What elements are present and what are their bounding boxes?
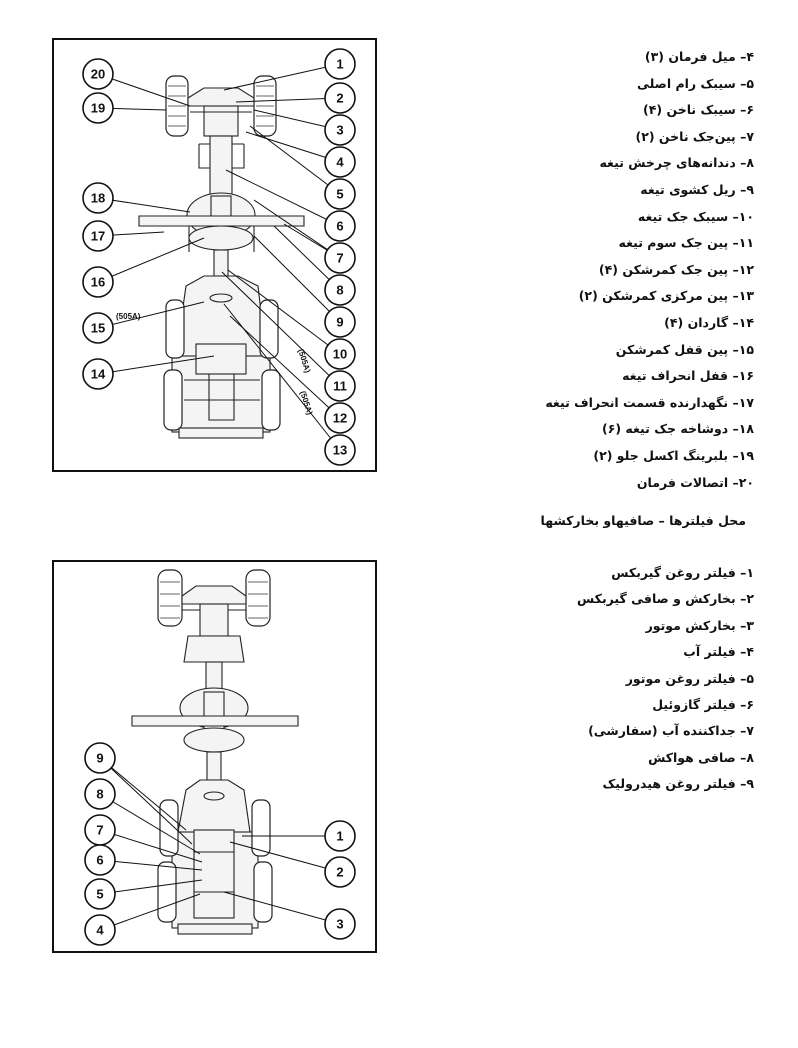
svg-text:3: 3 xyxy=(336,122,344,138)
legend-item: ۱۲– پین جک کمرشکن (۴) xyxy=(598,261,754,277)
callout-14 xyxy=(83,359,113,389)
svg-text:4: 4 xyxy=(96,922,104,938)
moldboard-blade xyxy=(132,716,298,726)
svg-text:7: 7 xyxy=(336,250,344,266)
legend-item: ۴– فیلتر آب xyxy=(683,644,754,660)
lubrication-diagram-frame xyxy=(52,38,377,472)
grader-top-view-diagram xyxy=(54,40,375,470)
callout-13 xyxy=(325,435,355,465)
legend-item: ۸– صافی هواکش xyxy=(648,749,754,765)
articulation-joint xyxy=(214,250,228,276)
legend-item: ۴– میل فرمان (۳) xyxy=(644,49,754,64)
svg-text:10: 10 xyxy=(332,346,348,362)
svg-text:2: 2 xyxy=(336,864,344,880)
callout-15 xyxy=(83,313,113,343)
svg-text:20: 20 xyxy=(90,66,106,82)
legend-item: ۳– بخارکش موتور xyxy=(645,617,754,633)
legend-item: ۱۰– سیبک جک تیغه xyxy=(637,208,754,224)
callout-3 xyxy=(325,115,355,145)
callout-5 xyxy=(85,879,115,909)
front-axle xyxy=(188,88,254,106)
callout-12 xyxy=(325,403,355,433)
section-heading: محل فیلترها – صافیهاو بخارکشها xyxy=(540,513,746,528)
callout-16 xyxy=(83,267,113,297)
callout-20 xyxy=(83,59,113,89)
callout-3 xyxy=(325,909,355,939)
front-frame-head xyxy=(204,106,238,136)
legend-item: ۱۸– دوشاخه جک تیغه (۶) xyxy=(602,421,754,437)
legend-item: ۶– سیبک ناخن (۴) xyxy=(643,102,754,118)
svg-text:6: 6 xyxy=(336,218,344,234)
legend-item: ۷– پین‌جک ناخن (۲) xyxy=(635,128,754,144)
svg-text:15: 15 xyxy=(90,320,106,336)
legend-item: ۱– فیلتر روغن گیربکس xyxy=(611,565,754,580)
lubrication-points-legend xyxy=(454,44,754,496)
rear-engine-body xyxy=(178,780,250,832)
legend-item: ۱۷– نگهدارنده قسمت انحراف تیغه xyxy=(545,394,754,410)
legend-item: ۹– ریل کشوی تیغه xyxy=(640,181,754,197)
callout-9 xyxy=(85,743,115,773)
legend-item: ۹– فیلتر روغن هیدرولیک xyxy=(602,776,754,792)
callout-2 xyxy=(325,83,355,113)
svg-text:9: 9 xyxy=(96,750,104,766)
svg-text:3: 3 xyxy=(336,916,344,932)
legend-item: ۸– دندانه‌های چرخش تیغه xyxy=(599,155,754,171)
marker-label-505a-diag-2: (505A) xyxy=(298,389,315,416)
legend-item: ۱۳– پین مرکزی کمرشکن (۲) xyxy=(578,288,754,304)
callout-5 xyxy=(325,179,355,209)
svg-text:12: 12 xyxy=(332,410,348,426)
callout-4 xyxy=(325,147,355,177)
svg-text:6: 6 xyxy=(96,852,104,868)
svg-text:16: 16 xyxy=(90,274,106,290)
articulation-joint xyxy=(207,752,221,780)
marker-label-505a: (505A) xyxy=(116,312,141,321)
legend-item: ۶– فیلتر گازوئیل xyxy=(652,696,754,712)
callout-1 xyxy=(325,49,355,79)
legend-item: ۱۱– پین جک سوم تیغه xyxy=(618,235,754,251)
svg-text:5: 5 xyxy=(96,886,104,902)
legend-item: ۱۹– بلبرینگ اکسل جلو (۲) xyxy=(593,447,754,463)
grader-filter-diagram xyxy=(54,562,375,951)
legend-item: ۱۴– گاردان (۴) xyxy=(664,314,754,330)
front-right-wheel xyxy=(254,76,276,136)
svg-text:7: 7 xyxy=(96,822,104,838)
svg-text:1: 1 xyxy=(336,828,344,844)
callout-17 xyxy=(83,221,113,251)
callout-1 xyxy=(325,821,355,851)
callout-8 xyxy=(85,779,115,809)
main-frame-beam xyxy=(210,136,232,196)
callout-6 xyxy=(85,845,115,875)
legend-item: ۱۵– پین قفل کمرشکن xyxy=(615,341,754,357)
callout-2 xyxy=(325,857,355,887)
legend-item: ۵– سیبک رام اصلی xyxy=(637,75,754,91)
legend-item: ۲– بخارکش و صافی گیربکس xyxy=(577,591,754,607)
svg-text:11: 11 xyxy=(333,378,347,394)
svg-text:5: 5 xyxy=(336,186,344,202)
callout-18 xyxy=(83,183,113,213)
svg-text:13: 13 xyxy=(332,442,348,458)
svg-text:19: 19 xyxy=(90,100,106,116)
callout-7 xyxy=(325,243,355,273)
svg-text:4: 4 xyxy=(336,154,344,170)
svg-text:1: 1 xyxy=(336,56,344,72)
callout-4 xyxy=(85,915,115,945)
callout-19 xyxy=(83,93,113,123)
svg-text:8: 8 xyxy=(336,282,344,298)
legend-item: ۷– جداکننده آب (سفارشی) xyxy=(588,723,754,739)
svg-text:9: 9 xyxy=(336,314,344,330)
front-frame xyxy=(184,636,244,662)
svg-text:18: 18 xyxy=(90,190,106,206)
legend-item: ۵– فیلتر روغن موتور xyxy=(625,670,754,686)
rear-bumper xyxy=(179,428,263,438)
front-axle xyxy=(182,586,246,604)
callout-8 xyxy=(325,275,355,305)
svg-text:2: 2 xyxy=(336,90,344,106)
svg-text:14: 14 xyxy=(90,366,106,382)
callout-9 xyxy=(325,307,355,337)
filter-locations-diagram-frame xyxy=(52,560,377,953)
svg-text:8: 8 xyxy=(96,786,104,802)
filter-locations-legend xyxy=(454,560,754,798)
callout-7 xyxy=(85,815,115,845)
legend-item: ۲۰– اتصالات فرمان xyxy=(636,474,754,490)
rear-bumper xyxy=(178,924,252,934)
legend-item: ۱۶– قفل انحراف تیغه xyxy=(622,368,754,384)
front-left-wheel xyxy=(166,76,188,136)
svg-text:17: 17 xyxy=(90,228,106,244)
callout-10 xyxy=(325,339,355,369)
callout-6 xyxy=(325,211,355,241)
marker-label-505a-diag: (505A) xyxy=(296,347,313,374)
callout-11 xyxy=(325,371,355,401)
